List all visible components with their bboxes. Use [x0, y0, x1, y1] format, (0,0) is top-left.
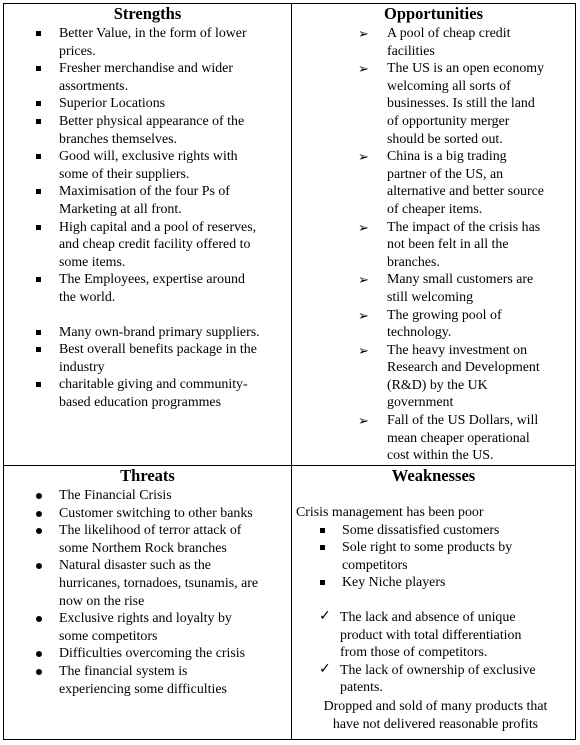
threats-title: Threats [120, 466, 175, 485]
square-bullet-icon [36, 189, 41, 194]
list-item-line: assortments. [59, 78, 129, 94]
list-item [292, 574, 575, 592]
list-item-line: patents. [340, 680, 383, 696]
round-bullet-icon [36, 616, 42, 622]
list-item [292, 25, 575, 60]
list-item-line: Sole right to some products by [342, 540, 513, 556]
square-bullet-icon [320, 580, 325, 585]
square-bullet-icon [36, 347, 41, 352]
list-item-line: The Financial Crisis [59, 488, 172, 503]
list-item-line: hurricanes, tornadoes, tsunamis, are [59, 575, 259, 591]
list-item [4, 271, 291, 306]
round-bullet-icon [36, 493, 42, 499]
opportunities-list [292, 25, 575, 465]
list-item [292, 307, 575, 342]
strengths-title: Strengths [113, 4, 182, 23]
list-item [292, 342, 575, 412]
list-item-line: Better physical appearance of the [59, 113, 245, 129]
list-item [4, 95, 291, 113]
list-item-line: based education programmes [59, 394, 222, 410]
list-item-line: The lack and absence of unique [340, 609, 516, 625]
list-item-line: the world. [59, 289, 116, 305]
check-bullet-icon: ✓ [319, 661, 331, 677]
round-bullet-icon [36, 669, 42, 675]
spacer [292, 592, 575, 609]
spacer [4, 307, 291, 324]
round-bullet-icon [36, 511, 42, 517]
arrow-bullet-icon: ➢ [358, 272, 369, 288]
arrow-bullet-icon: ➢ [358, 219, 369, 235]
square-bullet-icon [36, 154, 41, 159]
list-item-line: China is a big trading [387, 149, 507, 165]
list-item-line: cost within the US. [387, 448, 494, 464]
list-item [4, 505, 291, 523]
list-item-line: and cheap credit facility offered to [59, 237, 251, 253]
list-item [4, 183, 291, 218]
list-item-line: The financial system is [59, 663, 188, 679]
list-item [4, 148, 291, 183]
list-item-line: The Employees, expertise around [59, 272, 245, 288]
square-bullet-icon [36, 31, 41, 36]
square-bullet-icon [36, 330, 41, 335]
list-item-line: some Northem Rock branches [59, 540, 227, 556]
weaknesses-square-list [292, 522, 575, 592]
square-bullet-icon [36, 101, 41, 106]
arrow-bullet-icon: ➢ [358, 342, 369, 358]
list-item [4, 341, 291, 376]
list-item [4, 60, 291, 95]
list-item-line: Many own-brand primary suppliers. [59, 324, 260, 340]
weaknesses-cell [292, 466, 575, 739]
list-item [292, 271, 575, 306]
list-item [4, 522, 291, 557]
square-bullet-icon [36, 66, 41, 71]
arrow-bullet-icon: ➢ [358, 307, 369, 323]
list-item-line: The heavy investment on [387, 342, 528, 358]
list-item-line: Difficulties overcoming the crisis [59, 646, 246, 662]
strengths-list [4, 25, 291, 411]
weaknesses-closing-line-1: Dropped and sold of many products that [323, 698, 548, 714]
list-item-line: The likelihood of terror attack of [59, 523, 242, 539]
list-item-line: partner of the US, an [387, 166, 504, 182]
list-item-line: Some dissatisfied customers [342, 522, 500, 538]
list-item-line: businesses. Is still the land [387, 96, 535, 112]
list-item-line: Superior Locations [59, 96, 166, 112]
square-bullet-icon [320, 528, 325, 533]
check-bullet-icon: ✓ [319, 608, 331, 624]
list-item-line: Many small customers are [387, 272, 534, 288]
list-item [292, 60, 575, 148]
list-item-line: A pool of cheap credit [387, 26, 511, 41]
arrow-bullet-icon: ➢ [358, 61, 369, 77]
weaknesses-title: Weaknesses [391, 466, 476, 485]
list-item-line: not been felt in all the [387, 237, 509, 253]
list-item-line: from those of competitors. [340, 645, 488, 661]
list-item-line: competitors [342, 557, 408, 573]
list-item [4, 610, 291, 645]
list-item-line: industry [59, 359, 105, 375]
list-item-line: Marketing at all front. [59, 201, 182, 217]
list-item-line: technology. [387, 325, 452, 341]
list-item [292, 412, 575, 465]
square-bullet-icon [36, 225, 41, 230]
list-item-line: High capital and a pool of reserves, [59, 219, 257, 235]
list-item-line: charitable giving and community- [59, 377, 248, 393]
list-item-line: some of their suppliers. [59, 166, 190, 182]
list-item [4, 487, 291, 505]
list-item-line: government [387, 395, 454, 411]
list-item-line: prices. [59, 43, 96, 59]
swot-table [3, 3, 576, 740]
list-item-line: product with total differentiation [340, 627, 522, 643]
list-item-line: Exclusive rights and loyalty by [59, 611, 232, 627]
list-item-line: The impact of the crisis has [387, 219, 541, 235]
list-item-line: of cheaper items. [387, 201, 483, 217]
list-item-line: branches themselves. [59, 131, 178, 147]
list-item-line: experiencing some difficulties [59, 681, 227, 697]
list-item-line: still welcoming [387, 289, 474, 305]
list-item-line: should be sorted out. [387, 131, 503, 147]
list-item-line: of opportunity merger [387, 113, 510, 129]
square-bullet-icon [320, 545, 325, 550]
list-item-line: Natural disaster such as the [59, 558, 211, 574]
list-item-line: Fall of the US Dollars, will [387, 413, 539, 429]
list-item-line: Research and Development [387, 360, 540, 376]
list-item-line: Good will, exclusive rights with [59, 149, 238, 165]
list-item [292, 539, 575, 574]
weaknesses-closing-line-2: have not delivered reasonable profits [332, 716, 539, 732]
list-item-line: The growing pool of [387, 307, 502, 323]
weaknesses-closing [292, 697, 575, 733]
list-item-line: The lack of ownership of exclusive [340, 662, 536, 678]
threats-cell [4, 466, 291, 739]
list-item [292, 148, 575, 218]
list-item-line: Best overall benefits package in the [59, 342, 257, 358]
list-item-line: Customer switching to other banks [59, 505, 253, 521]
list-item-line: some items. [59, 254, 126, 270]
square-bullet-icon [36, 119, 41, 124]
list-item [4, 376, 291, 411]
list-item [4, 25, 291, 60]
list-item-line: Maximisation of the four Ps of [59, 184, 230, 200]
list-item-line: Key Niche players [342, 575, 446, 591]
opportunities-cell [292, 4, 575, 465]
list-item [4, 219, 291, 272]
list-item-line: (R&D) by the UK [387, 377, 488, 393]
list-item-line: facilities [387, 43, 435, 59]
list-item-line: branches. [387, 254, 440, 270]
list-item-line: alternative and better source [387, 184, 544, 200]
strengths-cell [4, 4, 291, 465]
list-item [4, 645, 291, 663]
square-bullet-icon [36, 382, 41, 387]
list-item-line: Fresher merchandise and wider [59, 61, 233, 77]
list-item-line: some competitors [59, 628, 158, 644]
arrow-bullet-icon: ➢ [358, 26, 369, 41]
weaknesses-intro: Crisis management has been poor [296, 505, 484, 520]
list-item [292, 219, 575, 272]
list-item [292, 522, 575, 540]
list-item-line: welcoming all sorts of [387, 78, 511, 94]
list-item-line: mean cheaper operational [387, 430, 530, 446]
round-bullet-icon [36, 528, 42, 534]
list-item-line: The US is an open economy [387, 61, 545, 77]
list-item [292, 662, 569, 697]
list-item [4, 324, 291, 342]
weaknesses-check-list [292, 609, 575, 697]
list-item [4, 113, 291, 148]
list-item [4, 557, 291, 610]
threats-list [4, 487, 291, 698]
list-item [4, 663, 291, 698]
opportunities-title: Opportunities [383, 4, 484, 23]
square-bullet-icon [36, 277, 41, 282]
arrow-bullet-icon: ➢ [358, 413, 369, 429]
list-item-line: now on the rise [59, 593, 145, 609]
list-item [292, 609, 569, 662]
round-bullet-icon [36, 563, 42, 569]
round-bullet-icon [36, 651, 42, 657]
arrow-bullet-icon: ➢ [358, 149, 369, 165]
list-item-line: Better Value, in the form of lower [59, 26, 247, 41]
